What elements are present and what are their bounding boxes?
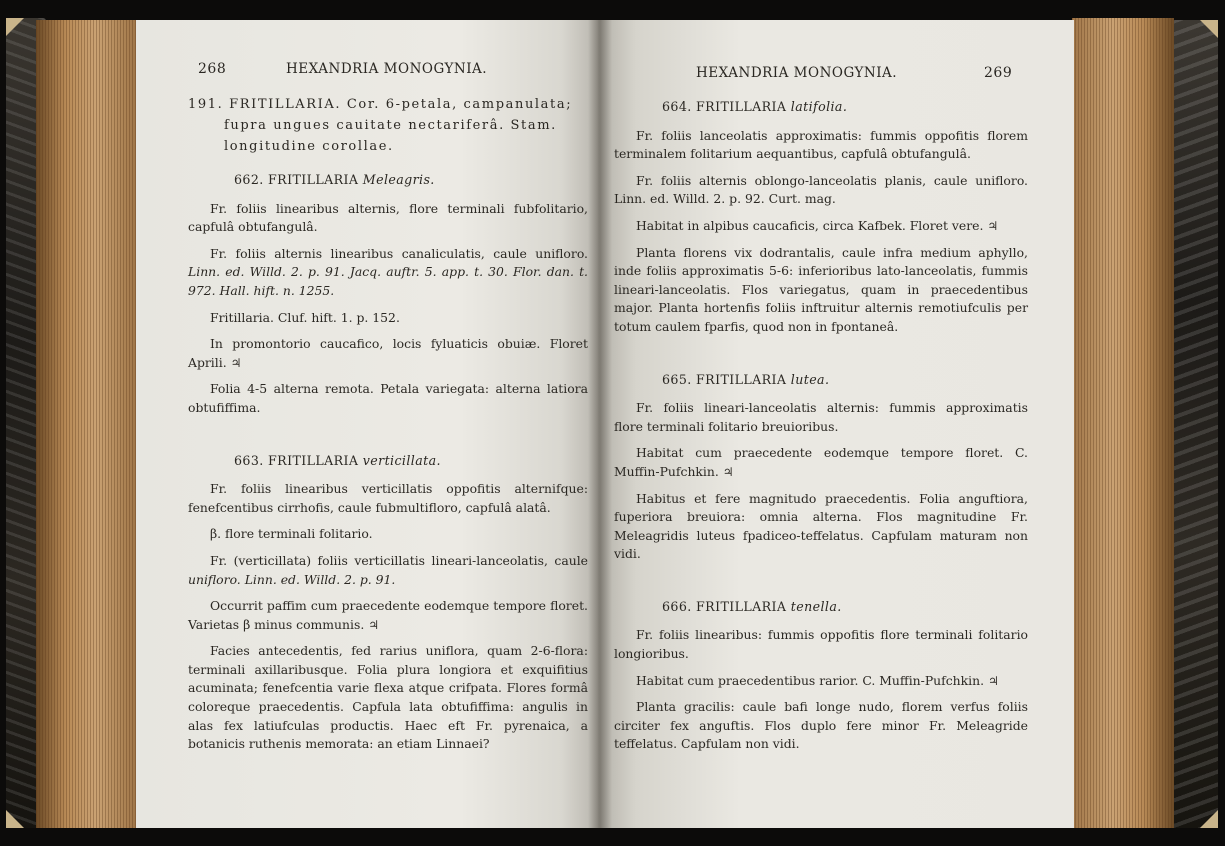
species-heading [234,171,588,190]
variety: β. flore terminali folitario. [210,526,373,542]
habitat [188,597,588,634]
diagnosis: Fr. foliis lineari-lanceolatis alternis: fummis approximatis flore terminali folitario breuioribus. [614,400,1028,434]
species-epithet: tenella. [790,598,842,614]
observation: Planta florens vix dodrantalis, caule infra medium aphyllo, inde foliis approximatis 5-6: inferioribus lato-lanceolatis, fummis lineari-lanceolatis. Flos variegatus, quam in praecedentibus major. Planta hortenfis foliis inftruitur alternis remotiufculis per totum caulem fparfis, quod non in fpontaneâ. [614,244,1028,334]
species-number: 662. FRITILLARIA [234,172,359,187]
perennial-symbol: ♃ [987,218,999,233]
genus-nectary: fupra ungues cauitate nectariferâ. Stam. [224,118,557,133]
perennial-symbol: ♃ [368,617,379,632]
observation: Habitus et fere magnitudo praecedentis. Folia anguftiora, fuperiora breuiora: omnia alterna. Flos magnitudine Fr. Meleagridis luteus fpadiceo-teffelatus. Capfulam maturam non vidi. [614,490,1028,562]
species-epithet: lutea. [790,371,830,387]
synonym-text: Fr. (verticillata) foliis verticillatis lineari-lanceolatis, caule [210,552,588,568]
page-number: 268 [198,61,227,77]
observation: Planta gracilis: caule bafi longe nudo, florem verfus foliis circiter fex anguftis. Flos duplo fere minor Fr. Meleagride teffelatus. Capfulam non vidi. [614,699,1028,752]
perennial-symbol: ♃ [988,673,999,688]
genus-description [188,94,588,157]
right-cover [1172,20,1218,828]
habitat [614,444,1028,481]
left-page [136,20,598,828]
observation: Facies antecedentis, fed rarius uniflora, quam 2-6-flora: terminali axillaribusque. Folia plura longiora et exquifitius acuminata; fenefcentia varie flexa atque crifpata. Flores formâ coloreque praecedentis. Capfula lata obtufiffima: angulis in alas fex latiufculas productis. Haec eft Fr. pyrenaica, a botanicis ruthenis memorata: an etiam Linnaei? [188,643,588,752]
left-page-header [188,60,588,82]
genus-corolla: Cor. 6-petala, campanulata; [346,97,573,112]
genus-name: FRITILLARIA. [229,97,342,112]
observation: Folia 4-5 alterna remota. Petala variegata: alterna latiora obtufiffima. [188,381,588,415]
species-number: 665. FRITILLARIA [662,371,787,387]
habitat-text: Habitat in alpibus caucaficis, circa Kafbek. Floret vere. [636,217,984,233]
species-heading [234,452,588,471]
synonym [188,552,588,589]
page-number: 269 [984,65,1013,81]
habitat-text: Habitat cum praecedentibus rarior. C. Muffin-Pufchkin. [636,672,985,688]
species-number: 663. FRITILLARIA [234,452,359,468]
species-heading [662,371,1028,390]
species-epithet: Meleagris. [362,172,435,187]
right-page-text [614,62,1028,754]
diagnosis: Fr. foliis lanceolatis approximatis: fummis oppofitis florem terminalem folitarium aequantibus, capfulâ obtufangulâ. [614,127,1028,162]
book-gutter [588,20,612,828]
habitat-text: Occurrit paffim cum praecedente eodemque tempore floret. Varietas β minus communis. [188,598,588,632]
synonym [188,245,588,301]
species-number: 666. FRITILLARIA [662,598,787,614]
habitat [614,672,1028,691]
left-page-edges [36,20,136,828]
species-heading [662,98,1028,117]
running-title: HEXANDRIA MONOGYNIA. [696,65,898,81]
diagnosis: Fr. foliis linearibus verticillatis oppofitis alternifque: fenefcentibus cirrhofis, caule fubmultifloro, capfulâ alatâ. [188,481,588,515]
synonym-text: Fr. foliis alternis linearibus canaliculatis, caule unifloro. [210,245,588,261]
diagnosis: Fr. foliis linearibus: fummis oppofitis flore terminali folitario longioribus. [614,627,1028,662]
synonym: Fr. foliis alternis oblongo-lanceolatis planis, caule unifloro. Linn. ed. Willd. 2. p. 92. Curt. mag. [614,172,1028,207]
habitat [188,335,588,372]
synonym-clusius: Fritillaria. Cluf. hift. 1. p. 152. [210,309,400,325]
habitat-text: In promontorio caucafico, locis fyluaticis obuiæ. Floret Aprili. [188,336,588,370]
genus-number: 191. [188,97,224,112]
species-heading [662,598,1028,617]
synonym-reference: Linn. ed. Willd. 2. p. 91. Jacq. auftr. 5. app. t. 30. Flor. dan. t. 972. Hall. hift. n. 1255. [188,264,588,298]
habitat [614,217,1028,236]
perennial-symbol: ♃ [722,464,734,479]
species-epithet: verticillata. [362,452,441,468]
right-page-edges [1072,18,1174,828]
running-title: HEXANDRIA MONOGYNIA. [286,61,488,77]
right-page [598,20,1074,828]
genus-stamens: longitudine corollae. [224,139,394,154]
synonym-reference: unifloro. Linn. ed. Willd. 2. p. 91. [188,571,396,587]
right-page-header [614,62,1028,84]
perennial-symbol: ♃ [230,355,242,370]
habitat-text: Habitat cum praecedente eodemque tempore floret. C. Muffin-Pufchkin. [614,445,1028,479]
diagnosis: Fr. foliis linearibus alternis, flore terminali fubfolitario, capfulâ obtufangulâ. [188,200,588,235]
species-number: 664. FRITILLARIA [662,99,787,114]
left-page-text [188,60,588,754]
species-epithet: latifolia. [790,99,848,114]
